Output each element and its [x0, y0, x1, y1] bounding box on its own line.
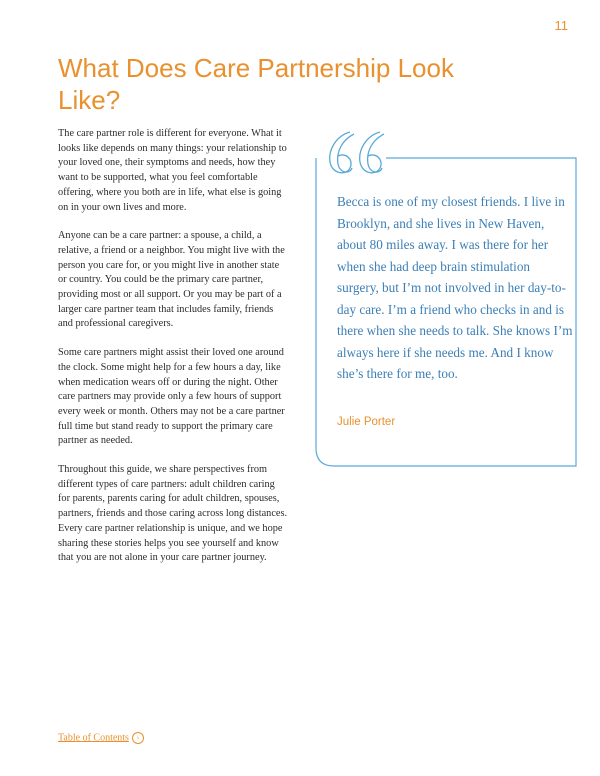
paragraph: Some care partners might assist their loved one around the clock. Some might help for a few hours a day, like when medication wears off or during the night. Other care partners may provide only a few hours of support every week or month. Others may not be a care partner full time but stand ready to support the primary care partner as needed. [58, 347, 285, 447]
page-title: What Does Care Partnership Look Like? [58, 53, 454, 115]
quote-author: Julie Porter [337, 416, 396, 428]
toc-label: Table of Contents [58, 732, 129, 744]
quote-marks-icon [330, 132, 384, 173]
quote-text: Becca is one of my closest friends. I live in Brooklyn, and she lives in New Haven, about 80 miles away. I was there for her when she had deep brain stimulation surgery, but I’m not involved in her day-to-day care. I’m a friend who checks in and is there when she needs to talk. She knows I’m always here if she needs me. And I know she’s there for me, too. [337, 194, 573, 381]
paragraph: Throughout this guide, we share perspectives from different types of care partners: adult children caring for parents, parents caring for adult children, spouses, partners, friends and those caring across long distances. Every care partner relationship is unique, and we hope sharing these stories helps you see yourself and know that you are not alone in your care partner journey. [58, 464, 288, 564]
paragraph: The care partner role is different for everyone. What it looks like depends on many things: your relationship to your loved one, their symptoms and needs, how they want to be supported, what you feel comfortable offering, where you both are in life, what else is going on in your own lives and more. [58, 128, 287, 213]
body-text [58, 127, 288, 580]
table-of-contents-link[interactable] [58, 732, 144, 744]
arrow-right-icon: › [132, 732, 144, 744]
page-number: 11 [554, 18, 568, 33]
paragraph: Anyone can be a care partner: a spouse, a child, a relative, a friend or a neighbor. You might live with the person you care for, or you might live in another state or country. You could be the primary care partner, providing most or all support. Or you may be part of a larger care partner team that includes family, friends and professional caregivers. [58, 230, 285, 330]
